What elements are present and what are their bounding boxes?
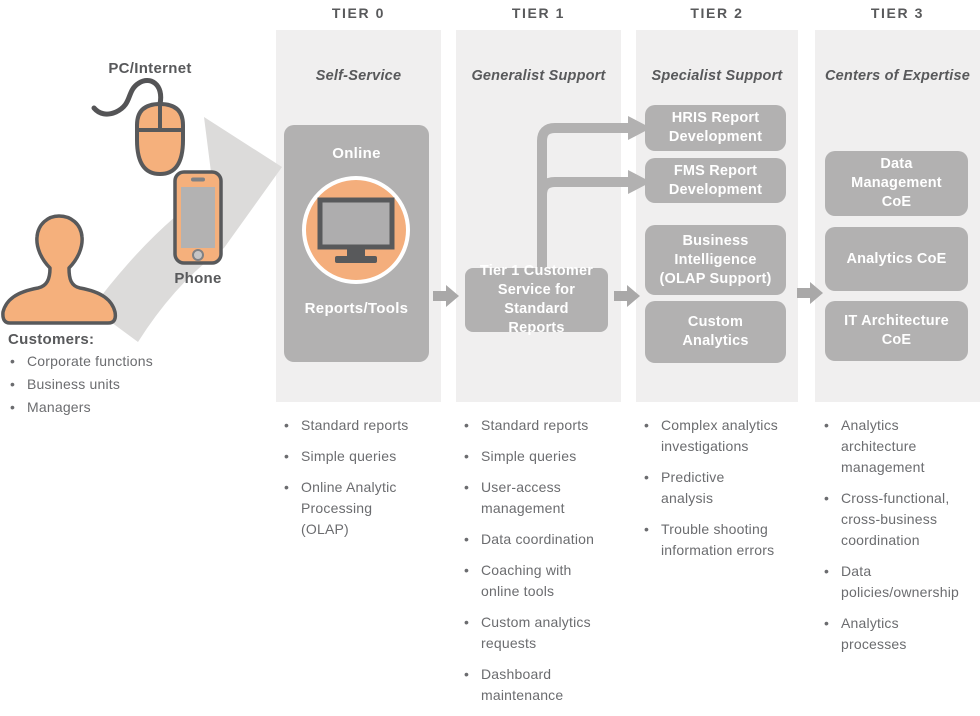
data-management-coe-box: Data Management CoE	[825, 151, 968, 216]
tier2-to-tier3-arrow	[797, 282, 823, 304]
tier1-to-tier2-arrow	[614, 285, 640, 307]
tier2-header: TIER 2	[690, 5, 744, 21]
list-item: • User-access management	[462, 477, 599, 519]
list-item: • Simple queries	[462, 446, 599, 467]
reports-tools-label: Reports/Tools	[304, 300, 409, 317]
list-item: • Data policies/ownership	[822, 561, 959, 603]
tier1-header: TIER 1	[511, 5, 566, 21]
list-item: • Analytics architecture management	[822, 415, 959, 478]
custom-analytics-box: Custom Analytics	[645, 301, 786, 363]
tier1-to-fms-arrow	[542, 170, 651, 270]
tier0-self-service-box	[284, 125, 429, 362]
list-item: • Managers	[8, 397, 178, 418]
list-item: • Online Analytic Processing (OLAP)	[282, 477, 419, 540]
it-architecture-coe-box: IT Architecture CoE	[825, 301, 968, 361]
customers-list	[8, 351, 178, 420]
list-item: • Simple queries	[282, 446, 419, 467]
list-item: • Standard reports	[462, 415, 599, 436]
list-item: • Business units	[8, 374, 178, 395]
list-item: • Coaching with online tools	[462, 560, 599, 602]
business-intelligence-box: Business Intelligence (OLAP Support)	[645, 225, 786, 295]
list-item: • Corporate functions	[8, 351, 178, 372]
person-icon	[3, 216, 115, 323]
list-item: • Standard reports	[282, 415, 419, 436]
list-item: • Predictive analysis	[642, 467, 779, 509]
tier0-bullet-list	[282, 415, 419, 550]
pc-internet-label: PC/Internet	[108, 60, 192, 77]
hris-report-box: HRIS Report Development	[645, 105, 786, 151]
list-item: • Cross-functional, cross-business coordination	[822, 488, 959, 551]
list-item: • Trouble shooting information errors	[642, 519, 779, 561]
tier0-to-tier1-arrow	[433, 285, 459, 307]
list-item: • Dashboard maintenance	[462, 664, 599, 706]
tier1-to-hris-arrow	[542, 116, 651, 270]
tier1-customer-service-box: Tier 1 Customer Service for Standard Reports	[465, 268, 608, 332]
list-item: • Custom analytics requests	[462, 612, 599, 654]
tier3-bullet-list	[822, 415, 959, 665]
customers-title: Customers:	[8, 331, 95, 348]
mouse-icon	[94, 81, 183, 174]
list-item: • Data coordination	[462, 529, 599, 550]
online-label: Online	[332, 145, 381, 162]
analytics-coe-box: Analytics CoE	[825, 227, 968, 291]
tier3-subtitle: Centers of Expertise	[824, 68, 971, 84]
phone-icon	[175, 172, 221, 263]
tier2-bullet-list	[642, 415, 779, 571]
list-item: • Analytics processes	[822, 613, 959, 655]
phone-label: Phone	[174, 270, 222, 287]
tier3-header: TIER 3	[870, 5, 925, 21]
tier2-subtitle: Specialist Support	[651, 68, 783, 84]
tier1-bullet-list	[462, 415, 599, 716]
fms-report-box: FMS Report Development	[645, 158, 786, 203]
monitor-icon	[301, 175, 411, 285]
list-item: • Complex analytics investigations	[642, 415, 779, 457]
tier0-header: TIER 0	[331, 5, 386, 21]
tier1-subtitle: Generalist Support	[471, 68, 606, 84]
tier0-subtitle: Self-Service	[315, 68, 402, 84]
